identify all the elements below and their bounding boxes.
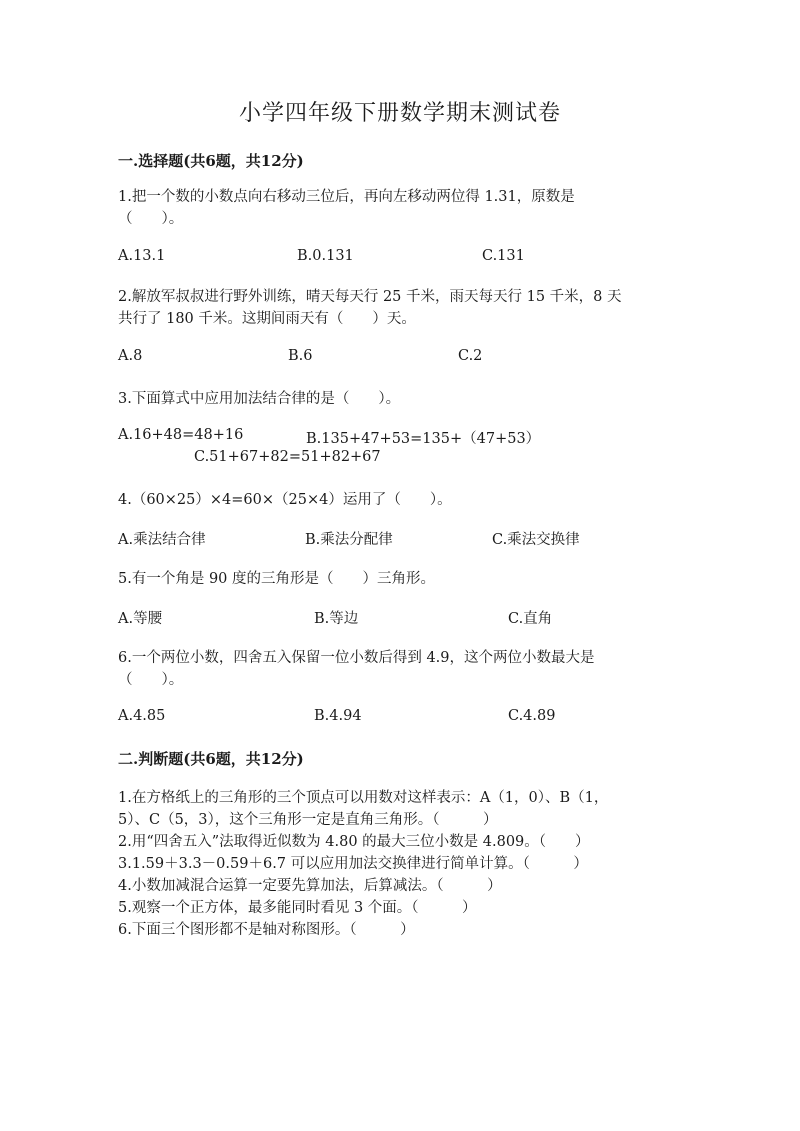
question-5-option-a: A.等腰 (118, 611, 163, 627)
question-6-option-b: B.4.94 (314, 708, 362, 724)
question-4-option-b: B.乘法分配律 (305, 532, 393, 548)
question-2-line-2: 共行了 180 千米。这期间雨天有（ ）天。 (118, 311, 416, 327)
question-4-option-c: C.乘法交换律 (492, 532, 580, 548)
question-1-line-2: （ ）。 (118, 211, 184, 227)
question-6-line-2: （ ）。 (118, 672, 184, 688)
question-3-option-c: C.51+67+82=51+82+67 (194, 449, 381, 465)
question-2-option-a: A.8 (118, 348, 143, 364)
question-5-option-b: B.等边 (314, 611, 359, 627)
question-2-line-1: 2.解放军叔叔进行野外训练，晴天每天行 25 千米，雨天每天行 15 千米，8 天 (118, 289, 622, 305)
question-6-option-c: C.4.89 (508, 708, 556, 724)
question-1-line-1: 1.把一个数的小数点向右移动三位后，再向左移动两位得 1.31，原数是 (118, 189, 575, 205)
question-5-option-c: C.直角 (508, 611, 553, 627)
question-3-option-a: A.16+48=48+16 (118, 427, 244, 443)
judgment-line: 1.在方格纸上的三角形的三个顶点可以用数对这样表示：A（1，0）、B（1， (118, 790, 609, 806)
question-3-option-b: B.135+47+53=135+（47+53） (306, 431, 541, 447)
question-4-stem: 4.（60×25）×4=60×（25×4）运用了（ ）。 (118, 492, 452, 508)
section-heading-choice: 一.选择题(共6题，共12分) (118, 152, 304, 170)
judgment-line: 6.下面三个图形都不是轴对称图形。（ ） (118, 922, 415, 938)
section-heading-judgment: 二.判断题(共6题，共12分) (118, 750, 304, 768)
question-6-line-1: 6.一个两位小数，四舍五入保留一位小数后得到 4.9，这个两位小数最大是 (118, 650, 595, 666)
question-1-stem (118, 186, 678, 230)
judgment-line: 3.1.59＋3.3－0.59＋6.7 可以应用加法交换律进行简单计算。（ ） (118, 856, 588, 872)
judgment-line: 5）、C（5，3），这个三角形一定是直角三角形。（ ） (118, 812, 498, 828)
question-1-option-c: C.131 (482, 248, 525, 264)
page-title: 小学四年级下册数学期末测试卷 (238, 101, 561, 126)
question-3-stem: 3.下面算式中应用加法结合律的是（ ）。 (118, 391, 401, 407)
question-2-option-b: B.6 (288, 348, 313, 364)
question-1-option-b: B.0.131 (297, 248, 354, 264)
question-5-stem: 5.有一个角是 90 度的三角形是（ ）三角形。 (118, 571, 436, 587)
question-1-option-a: A.13.1 (118, 248, 166, 264)
judgment-line: 2.用“四舍五入”法取得近似数为 4.80 的最大三位小数是 4.809。（ ） (118, 834, 590, 850)
question-6-option-a: A.4.85 (118, 708, 166, 724)
judgment-line: 4.小数加减混合运算一定要先算加法，后算减法。（ ） (118, 878, 502, 894)
question-4-option-a: A.乘法结合律 (118, 532, 206, 548)
question-2-stem (118, 286, 678, 330)
question-6-stem (118, 647, 678, 691)
judgment-line: 5.观察一个正方体，最多能同时看见 3 个面。（ ） (118, 900, 477, 916)
question-2-option-c: C.2 (458, 348, 483, 364)
